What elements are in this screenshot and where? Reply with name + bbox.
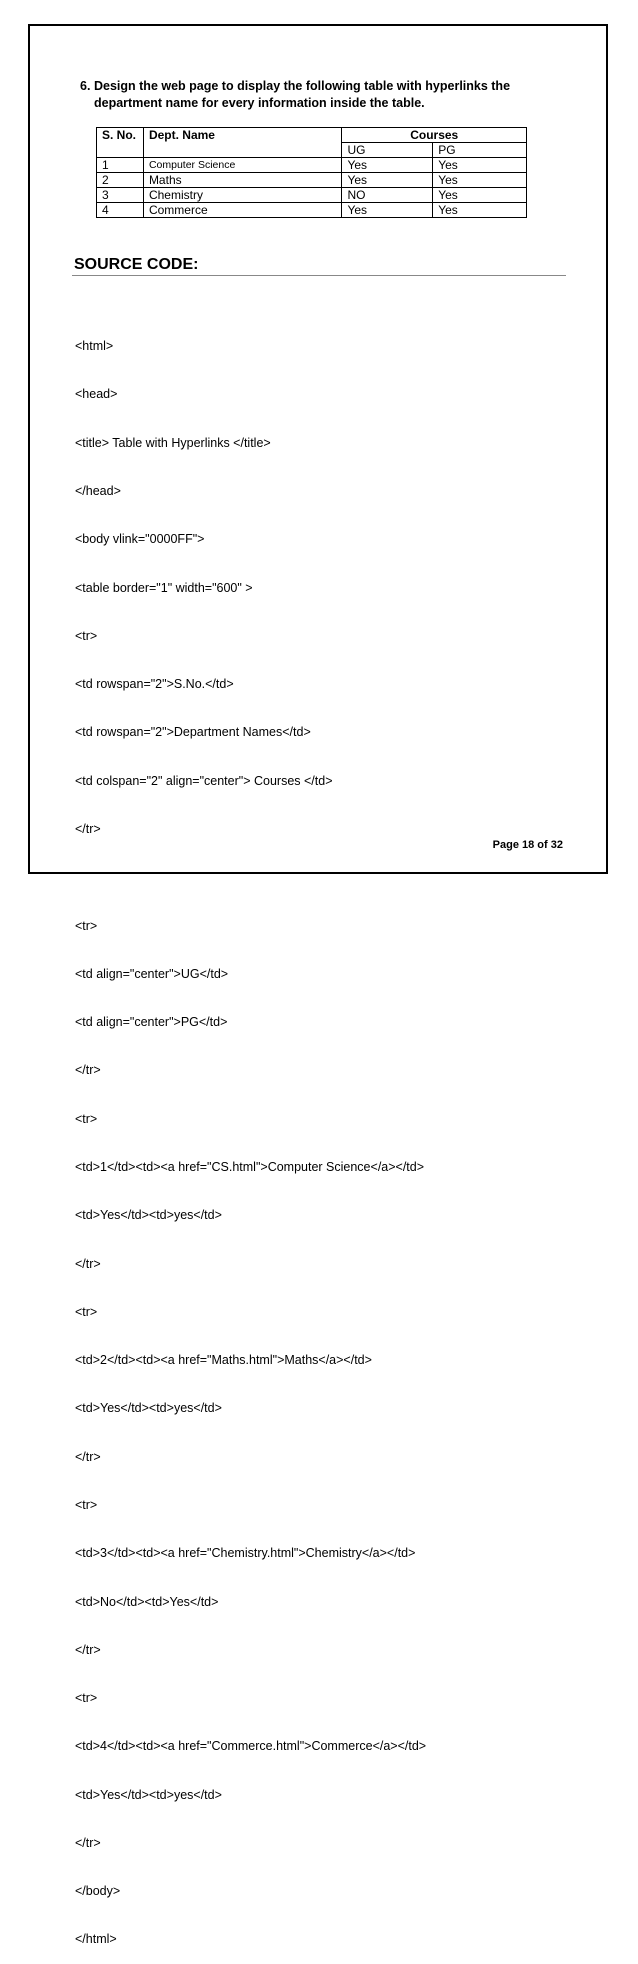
table-header-row [97,128,527,143]
question-line-2: department name for every information inside the table. [94,96,425,110]
code-line: </tr> [75,1835,101,1850]
cell-dept: Maths [143,173,342,188]
code-line-blank [75,869,426,885]
table-row [97,188,527,203]
source-code-heading: SOURCE CODE: [74,256,199,273]
table-row [97,203,527,218]
code-line: <td>4</td><td><a href="Commerce.html">Commerce</a></td> [75,1739,427,1754]
cell-pg: Yes [433,173,527,188]
code-line: <td>Yes</td><td>yes</td> [75,1401,222,1416]
code-line: <td>1</td><td><a href="CS.html">Computer Science</a></td> [75,1159,425,1174]
cell-ug: Yes [342,203,433,218]
cell-sno: 4 [97,203,144,218]
cell-pg: Yes [433,203,527,218]
cell-sno: 1 [97,158,144,173]
cell-ug: Yes [342,173,433,188]
code-line: <tr> [75,918,98,933]
cell-dept: Chemistry [143,188,342,203]
cell-ug: Yes [342,158,433,173]
cell-dept: Commerce [143,203,342,218]
department-table [96,127,527,218]
code-line: </html> [75,1932,117,1947]
cell-sno: 3 [97,188,144,203]
header-ug: UG [342,143,433,158]
question-text [80,78,540,112]
code-line: </body> [75,1884,121,1899]
header-pg: PG [433,143,527,158]
code-line: <td rowspan="2">Department Names</td> [75,725,311,740]
header-dept-name: Dept. Name [143,128,342,158]
header-sno: S. No. [97,128,144,158]
cell-pg: Yes [433,188,527,203]
header-courses: Courses [342,128,527,143]
page-number: Page 18 of 32 [492,839,563,851]
code-line: <td>Yes</td><td>yes</td> [75,1787,222,1802]
code-line: <td>3</td><td><a href="Chemistry.html">Chemistry</a></td> [75,1546,416,1561]
cell-ug: NO [342,188,433,203]
code-line: <tr> [75,1111,98,1126]
heading-divider [72,275,566,276]
cell-dept: Computer Science [143,158,342,173]
code-line: </tr> [75,1063,101,1078]
question-line-1: Design the web page to display the following table with hyperlinks the [94,79,511,93]
code-line: <td colspan="2" align="center"> Courses </td> [75,773,333,788]
code-line: <html> [75,339,114,354]
table-row [97,173,527,188]
code-line: <td>No</td><td>Yes</td> [75,1594,219,1609]
code-line: <tr> [75,1691,98,1706]
source-code-block [75,306,426,1964]
code-line: <td>2</td><td><a href="Maths.html">Maths</a></td> [75,1353,372,1368]
question-number: 6. [80,79,91,93]
code-line: <td>Yes</td><td>yes</td> [75,1208,222,1223]
code-line: <td align="center">UG</td> [75,966,229,981]
code-line: <tr> [75,1304,98,1319]
cell-pg: Yes [433,158,527,173]
code-line: </tr> [75,822,101,836]
table-row [97,158,527,173]
code-line: </tr> [75,1256,101,1271]
code-line: <tr> [75,1497,98,1512]
code-line: <tr> [75,628,98,643]
code-line: <td rowspan="2">S.No.</td> [75,677,234,692]
code-line: </tr> [75,1642,101,1657]
code-line: <title> Table with Hyperlinks </title> [75,435,271,450]
code-line: </head> [75,484,121,499]
code-line: <td align="center">PG</td> [75,1015,228,1030]
code-line: <head> [75,387,118,402]
code-line: <body vlink="0000FF"> [75,532,205,547]
code-line: </tr> [75,1449,101,1464]
code-line: <table border="1" width="600" > [75,580,253,595]
cell-sno: 2 [97,173,144,188]
